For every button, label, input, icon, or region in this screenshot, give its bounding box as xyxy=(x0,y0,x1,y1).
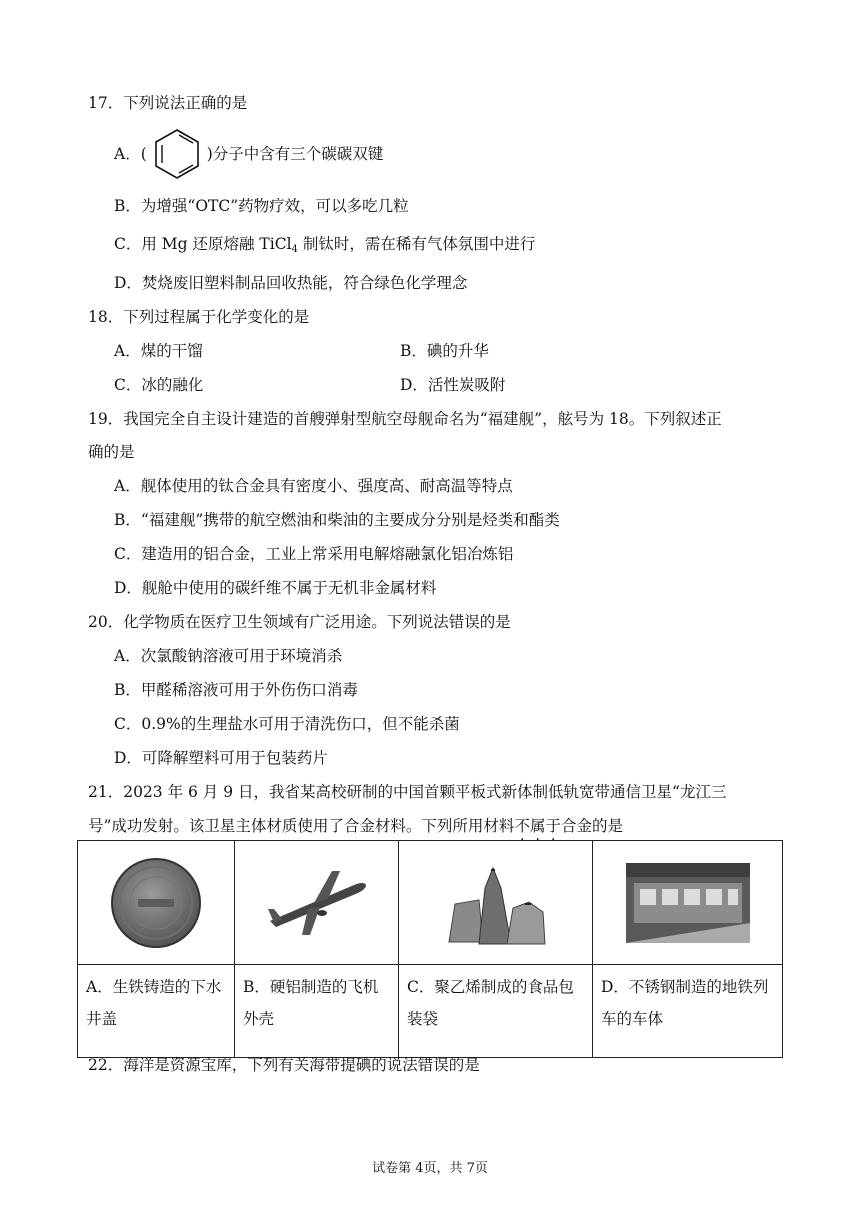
q18-stem: 18．下列过程属于化学变化的是 xyxy=(88,308,310,326)
q21-emphasis-char: 不 xyxy=(514,817,530,835)
q17-option-a-prefix: A．( xyxy=(114,145,147,163)
q17-option-a-suffix: )分子中含有三个碳碳双键 xyxy=(206,145,384,163)
q21-stem-line2 xyxy=(88,815,623,837)
q17-option-c-text: C．用 Mg 还原熔融 TiCl xyxy=(114,235,292,253)
q21-image-cell-d xyxy=(593,841,783,965)
q18-option-a: A．煤的干馏 xyxy=(114,342,203,360)
q18-option-b: B．碘的升华 xyxy=(400,342,489,360)
q21-options-table xyxy=(77,840,783,1058)
airplane-icon xyxy=(235,863,398,943)
q20-option-d: D．可降解塑料可用于包装药片 xyxy=(114,749,328,767)
q21-option-d: D．不锈钢制造的地铁列车的车体 xyxy=(593,965,783,1058)
q21-stem-line1: 21．2023 年 6 月 9 日，我省某高校研制的中国首颗平板式新体制低轨宽带通信卫星“龙江三 xyxy=(88,783,727,801)
q19-option-d: D．舰舱中使用的碳纤维不属于无机非金属材料 xyxy=(114,579,437,597)
food-bags-icon xyxy=(399,858,592,948)
benzene-structure-icon xyxy=(149,126,205,182)
manhole-cover-icon xyxy=(78,855,234,951)
q17-option-c-subscript: 4 xyxy=(291,244,298,255)
q19-option-b: B．“福建舰”携带的航空燃油和柴油的主要成分分别是烃类和酯类 xyxy=(114,511,560,529)
q17-option-d: D．焚烧废旧塑料制品回收热能，符合绿色化学理念 xyxy=(114,274,468,292)
q20-option-a: A．次氯酸钠溶液可用于环境消杀 xyxy=(114,647,343,665)
q20-option-b: B．甲醛稀溶液可用于外伤伤口消毒 xyxy=(114,681,358,699)
q21-option-a: A．生铁铸造的下水井盖 xyxy=(78,965,235,1058)
q19-option-c: C．建造用的铝合金，工业上常采用电解熔融氯化铝冶炼铝 xyxy=(114,545,514,563)
q21-image-cell-b xyxy=(235,841,399,965)
q21-image-cell-c xyxy=(399,841,593,965)
q22-stem: 22．海洋是资源宝库，下列有关海带提碘的说法错误的是 xyxy=(88,1056,480,1074)
q17-option-c xyxy=(114,233,535,261)
q20-option-c: C．0.9%的生理盐水可用于清洗伤口，但不能杀菌 xyxy=(114,715,460,733)
q17-option-b: B．为增强“OTC”药物疗效，可以多吃几粒 xyxy=(114,197,409,215)
q19-option-a: A．舰体使用的钛合金具有密度小、强度高、耐高温等特点 xyxy=(114,477,513,495)
q17-option-a xyxy=(114,143,383,166)
q21-stem-line2-text: 号”成功发射。该卫星主体材质使用了合金材料。下列所用材料 xyxy=(88,817,515,835)
q21-stem-line2-end: 合金的是 xyxy=(560,817,623,835)
q21-emphasis-char: 于 xyxy=(545,817,561,835)
q18-option-c: C．冰的融化 xyxy=(114,376,204,394)
page-footer: 试卷第 4页，共 7页 xyxy=(372,1161,488,1176)
q18-option-d: D．活性炭吸附 xyxy=(400,376,506,394)
q21-emphasis-char: 属 xyxy=(529,817,546,835)
q21-option-b: B．硬铝制造的飞机外壳 xyxy=(235,965,399,1058)
q17-option-c-text-end: 制钛时，需在稀有气体氛围中进行 xyxy=(297,235,536,253)
q20-stem: 20．化学物质在医疗卫生领域有广泛用途。下列说法错误的是 xyxy=(88,613,511,631)
q19-stem-line2: 确的是 xyxy=(88,443,135,461)
q21-option-c: C．聚乙烯制成的食品包装袋 xyxy=(399,965,593,1058)
q21-image-cell-a xyxy=(78,841,235,965)
q17-stem: 17．下列说法正确的是 xyxy=(88,94,248,112)
subway-train-icon xyxy=(593,863,782,943)
q19-stem-line1: 19．我国完全自主设计建造的首艘弹射型航空母舰命名为“福建舰”，舷号为 18。下列叙述正 xyxy=(88,410,722,428)
